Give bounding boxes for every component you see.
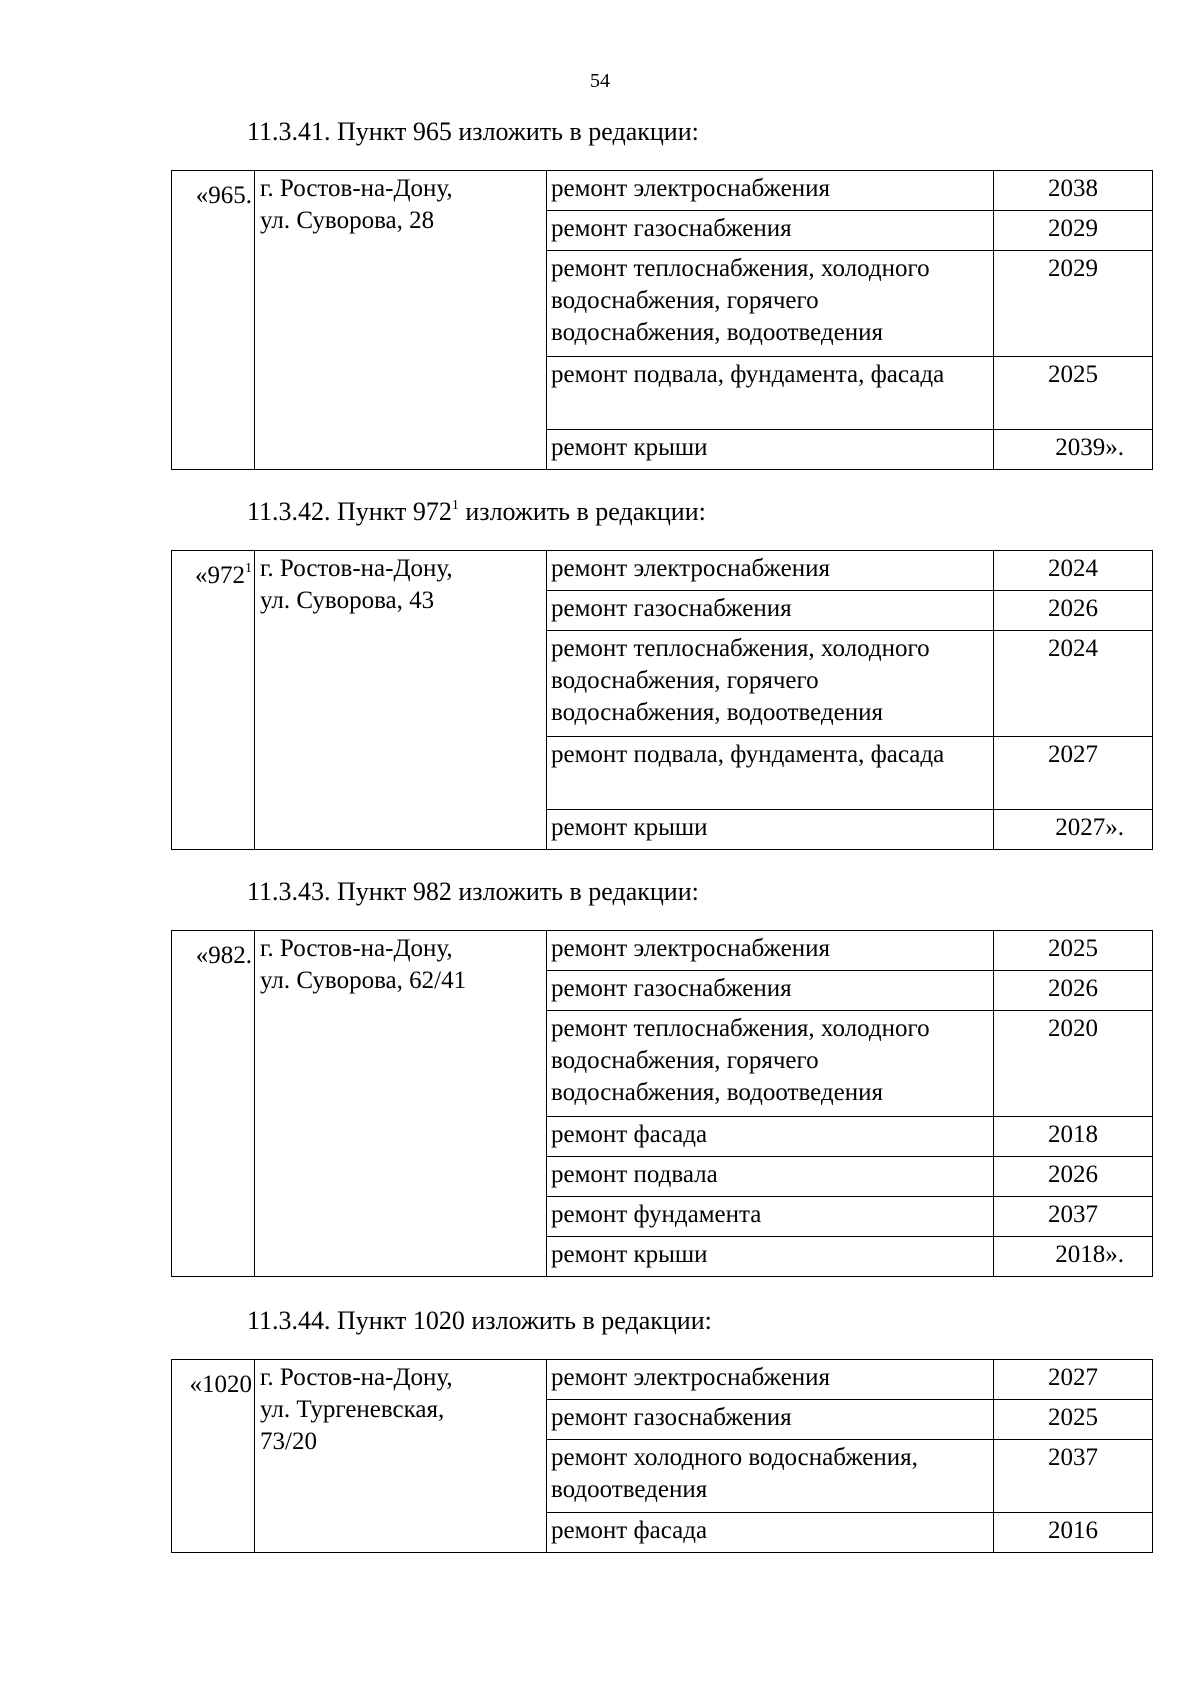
work-type-cell: ремонт фасада xyxy=(547,1117,994,1157)
address-house: 73/20 xyxy=(260,1428,317,1455)
address-cell xyxy=(255,1360,547,1553)
work-type-cell: ремонт газоснабжения xyxy=(547,971,994,1011)
row-number-cell xyxy=(172,1360,255,1553)
repair-table xyxy=(171,550,1153,850)
heading-text: 11.3.41. Пункт 965 xyxy=(247,117,452,146)
heading-text: 11.3.42. Пункт 972 xyxy=(247,497,452,526)
page-number: 54 xyxy=(590,70,610,92)
address-city: г. Ростов-на-Дону, xyxy=(260,175,453,202)
year-cell: 2018 xyxy=(994,1117,1153,1157)
work-type-cell: ремонт электроснабжения xyxy=(547,551,994,591)
year-cell: 2029 xyxy=(994,251,1153,357)
work-type-cell: ремонт фундамента xyxy=(547,1197,994,1237)
repair-table xyxy=(171,170,1153,470)
year-cell: 2037 xyxy=(994,1197,1153,1237)
row-number: «1020 xyxy=(189,1371,252,1398)
row-number-cell xyxy=(172,551,255,850)
work-type-cell: ремонт электроснабжения xyxy=(547,1360,994,1400)
address-cell xyxy=(255,931,547,1277)
work-type-cell: ремонт теплоснабжения, холодного водоснабжения, горячего водоснабжения, водоотведения xyxy=(547,631,994,737)
work-type-cell: ремонт теплоснабжения, холодного водоснабжения, горячего водоснабжения, водоотведения xyxy=(547,251,994,357)
year-cell: 2016 xyxy=(994,1513,1153,1553)
address-city: г. Ростов-на-Дону, xyxy=(260,555,453,582)
year-cell: 2038 xyxy=(994,171,1153,211)
work-type-cell: ремонт подвала, фундамента, фасада xyxy=(547,357,994,430)
work-type-cell: ремонт электроснабжения xyxy=(547,171,994,211)
year-cell: 2037 xyxy=(994,1440,1153,1513)
section-heading xyxy=(247,877,699,907)
heading-superscript: 1 xyxy=(451,498,459,513)
row-number: «982. xyxy=(195,942,252,969)
year-cell: 2024 xyxy=(994,551,1153,591)
repair-table xyxy=(171,930,1153,1277)
section-heading xyxy=(247,1306,712,1336)
year-cell: 2026 xyxy=(994,1157,1153,1197)
heading-text: 11.3.44. Пункт 1020 xyxy=(247,1306,465,1335)
row-number: «972 xyxy=(195,562,245,589)
year-cell: 2026 xyxy=(994,971,1153,1011)
work-type-cell: ремонт газоснабжения xyxy=(547,1400,994,1440)
address-cell xyxy=(255,171,547,470)
row-number-superscript: 1 xyxy=(245,561,252,576)
heading-text-suffix: изложить в редакции: xyxy=(451,877,699,906)
table-row xyxy=(172,171,1153,211)
work-type-cell: ремонт холодного водоснабжения, водоотведения xyxy=(547,1440,994,1513)
heading-text: 11.3.43. Пункт 982 xyxy=(247,877,452,906)
work-type-cell: ремонт крыши xyxy=(547,430,994,470)
year-cell: 2025 xyxy=(994,357,1153,430)
year-cell: 2025 xyxy=(994,931,1153,971)
work-type-cell: ремонт фасада xyxy=(547,1513,994,1553)
work-type-cell: ремонт подвала xyxy=(547,1157,994,1197)
heading-text-suffix: изложить в редакции: xyxy=(464,1306,712,1335)
year-cell: 2027 xyxy=(994,1360,1153,1400)
heading-text-suffix: изложить в редакции: xyxy=(451,117,699,146)
row-number: «965. xyxy=(195,182,252,209)
row-number-cell xyxy=(172,171,255,470)
year-cell: 2027 xyxy=(994,737,1153,810)
work-type-cell: ремонт крыши xyxy=(547,810,994,850)
year-cell: 2024 xyxy=(994,631,1153,737)
work-type-cell: ремонт газоснабжения xyxy=(547,591,994,631)
section-heading xyxy=(247,497,706,527)
year-cell: 2020 xyxy=(994,1011,1153,1117)
address-cell xyxy=(255,551,547,850)
table-row xyxy=(172,931,1153,971)
repair-table xyxy=(171,1359,1153,1553)
work-type-cell: ремонт крыши xyxy=(547,1237,994,1277)
row-number-cell xyxy=(172,931,255,1277)
year-cell: 2027». xyxy=(994,810,1153,850)
year-cell: 2025 xyxy=(994,1400,1153,1440)
table-row xyxy=(172,551,1153,591)
year-cell: 2029 xyxy=(994,211,1153,251)
work-type-cell: ремонт подвала, фундамента, фасада xyxy=(547,737,994,810)
year-cell: 2018». xyxy=(994,1237,1153,1277)
address-street: ул. Суворова, 62/41 xyxy=(260,967,467,994)
year-cell: 2026 xyxy=(994,591,1153,631)
work-type-cell: ремонт электроснабжения xyxy=(547,931,994,971)
address-street: ул. Суворова, 43 xyxy=(260,587,435,614)
year-cell: 2039». xyxy=(994,430,1153,470)
address-city: г. Ростов-на-Дону, xyxy=(260,1364,453,1391)
section-heading xyxy=(247,117,699,147)
work-type-cell: ремонт газоснабжения xyxy=(547,211,994,251)
address-city: г. Ростов-на-Дону, xyxy=(260,935,453,962)
work-type-cell: ремонт теплоснабжения, холодного водоснабжения, горячего водоснабжения, водоотведения xyxy=(547,1011,994,1117)
heading-text-suffix: изложить в редакции: xyxy=(458,497,706,526)
address-street: ул. Тургеневская, xyxy=(260,1396,445,1423)
table-row xyxy=(172,1360,1153,1400)
address-street: ул. Суворова, 28 xyxy=(260,207,435,234)
